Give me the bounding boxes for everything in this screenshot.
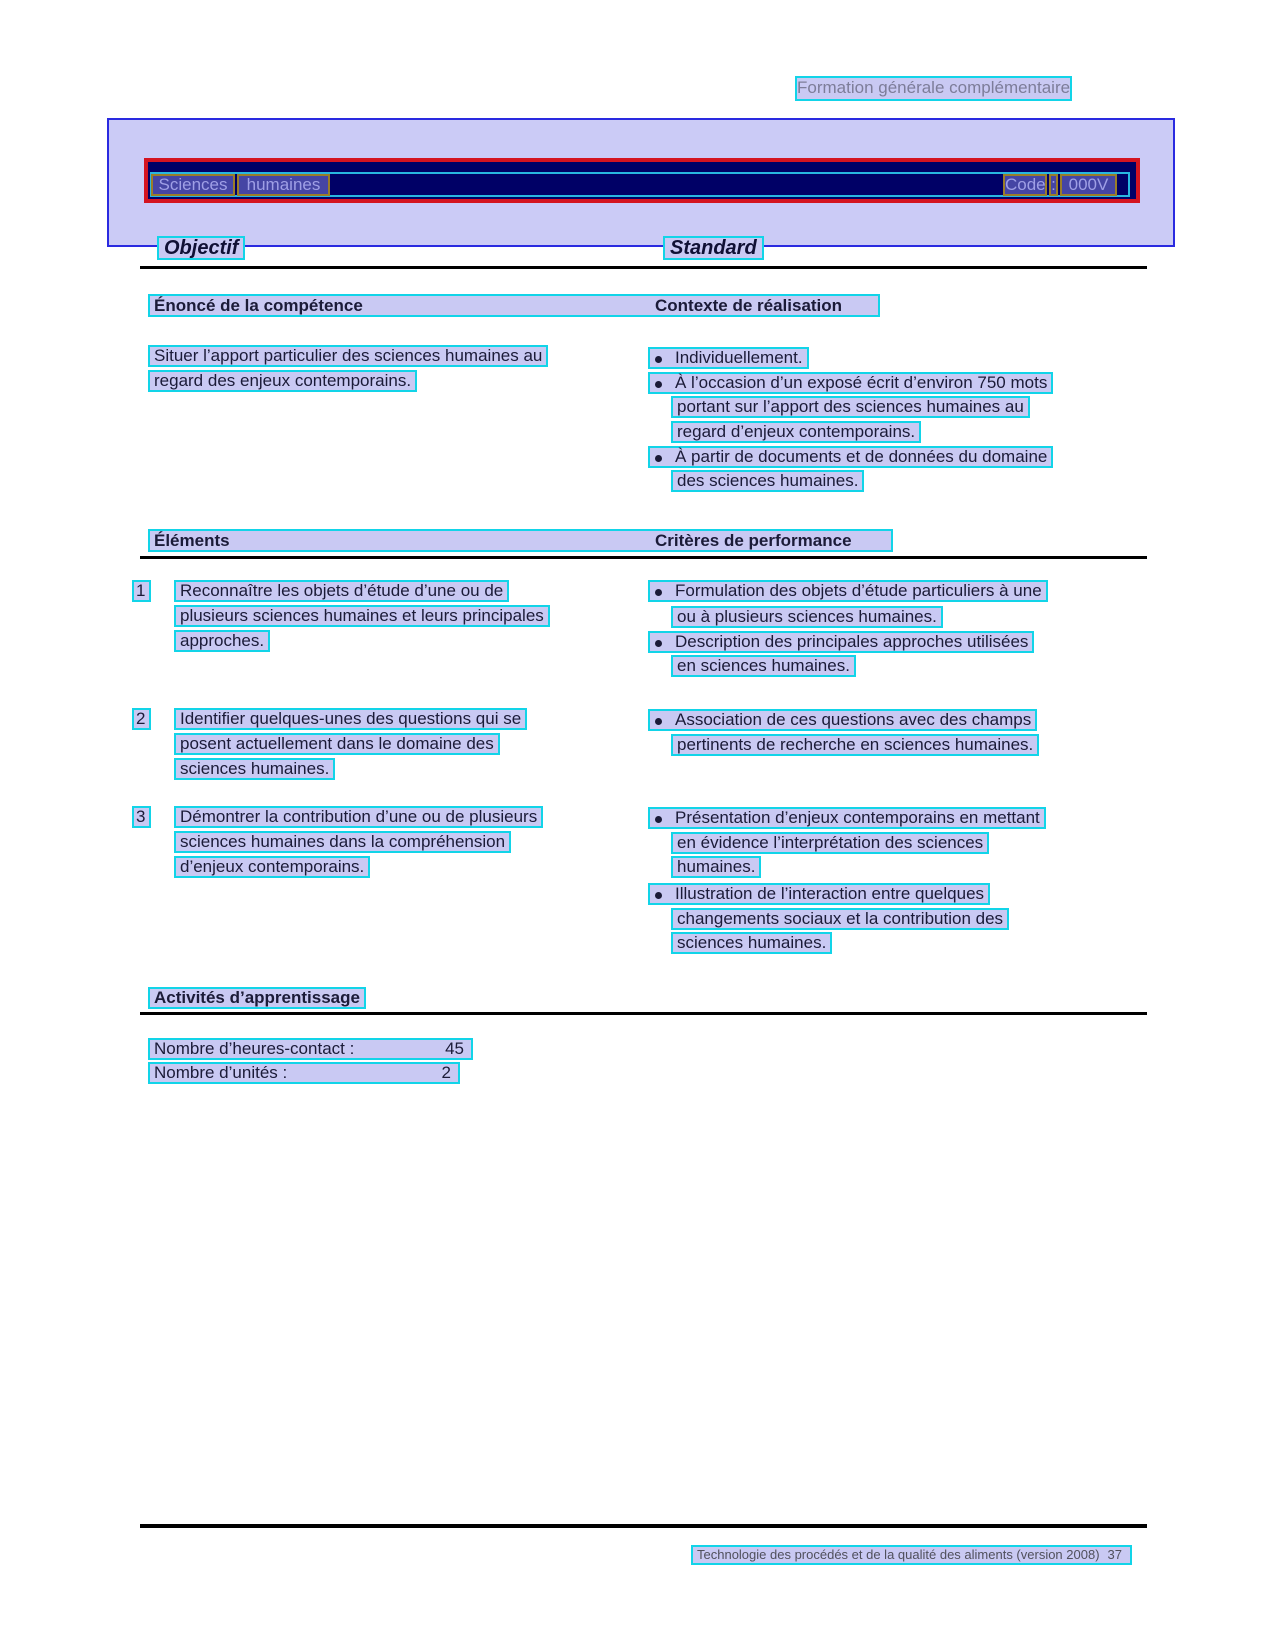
activites-header: Activités d’apprentissage (148, 987, 366, 1009)
banner-word-code-colon: : (1049, 174, 1058, 196)
banner-word-code-value: 000V (1060, 174, 1117, 196)
element-line: Démontrer la contribution d’une ou de plusieurs (174, 806, 543, 828)
element-line: sciences humaines. (174, 758, 335, 780)
critere-bullet-line: Association de ces questions avec des champs (648, 709, 1037, 731)
critere-line: en sciences humaines. (671, 655, 856, 677)
critere-bullet-line: Illustration de l’interaction entre quelques (648, 883, 990, 905)
footer-text: Technologie des procédés et de la qualité des aliments (version 2008) (697, 1547, 1100, 1562)
statement-line: Situer l’apport particulier des sciences humaines au (148, 345, 548, 367)
section-divider (140, 1012, 1147, 1015)
element-number: 3 (132, 806, 151, 828)
statement-line: regard des enjeux contemporains. (148, 370, 417, 392)
footer-page-number: 37 (1107, 1547, 1122, 1562)
page-header: Formation générale complémentaire (795, 76, 1072, 101)
banner-word-title-2: humaines (237, 174, 330, 196)
column-title-standard: Standard (663, 236, 764, 260)
context-bullet-line: Individuellement. (648, 347, 809, 369)
element-line: approches. (174, 630, 270, 652)
competence-header-row (148, 294, 880, 317)
context-bullet-line: À partir de documents et de données du domaine (648, 446, 1053, 468)
context-line: des sciences humaines. (671, 470, 864, 492)
element-line: plusieurs sciences humaines et leurs principales (174, 605, 550, 627)
critere-line: ou à plusieurs sciences humaines. (671, 606, 943, 628)
section-divider (140, 266, 1147, 269)
critere-line: pertinents de recherche en sciences humaines. (671, 734, 1039, 756)
contexte-header: Contexte de réalisation (655, 296, 843, 315)
critere-bullet-line: Description des principales approches utilisées (648, 631, 1034, 653)
critere-line: changements sociaux et la contribution des (671, 908, 1009, 930)
hours-value: 45 (445, 1039, 464, 1058)
units-label: Nombre d’unités : (154, 1063, 288, 1082)
context-line: regard d’enjeux contemporains. (671, 421, 921, 443)
critere-line: humaines. (671, 856, 761, 878)
element-line: Identifier quelques-unes des questions qui se (174, 708, 527, 730)
element-line: Reconnaître les objets d’étude d’une ou de (174, 580, 509, 602)
footer-row (691, 1545, 1132, 1565)
footer-divider (140, 1524, 1147, 1528)
elements-header-row (148, 529, 893, 552)
element-number: 2 (132, 708, 151, 730)
element-line: d’enjeux contemporains. (174, 856, 370, 878)
hours-label: Nombre d’heures-contact : (154, 1039, 355, 1058)
course-banner (144, 158, 1140, 203)
section-divider (140, 556, 1147, 559)
elements-header: Éléments (154, 531, 230, 550)
column-title-objectif: Objectif (157, 236, 245, 260)
units-row (148, 1062, 460, 1084)
critere-line: sciences humaines. (671, 932, 832, 954)
banner-word-title-1: Sciences (151, 174, 235, 196)
hours-row (148, 1038, 473, 1060)
units-value: 2 (441, 1063, 451, 1082)
criteres-header: Critères de performance (655, 531, 852, 550)
critere-bullet-line: Présentation d’enjeux contemporains en mettant (648, 807, 1046, 829)
banner-word-code-label: Code (1005, 175, 1046, 194)
critere-bullet-line: Formulation des objets d’étude particuliers à une (648, 580, 1048, 602)
enonce-header: Énoncé de la compétence (154, 296, 363, 315)
context-bullet-line: À l’occasion d’un exposé écrit d’environ 750 mots (648, 372, 1053, 394)
critere-line: en évidence l’interprétation des sciences (671, 832, 989, 854)
element-number: 1 (132, 580, 151, 602)
element-line: sciences humaines dans la compréhension (174, 831, 511, 853)
context-line: portant sur l’apport des sciences humaines au (671, 396, 1030, 418)
element-line: posent actuellement dans le domaine des (174, 733, 500, 755)
